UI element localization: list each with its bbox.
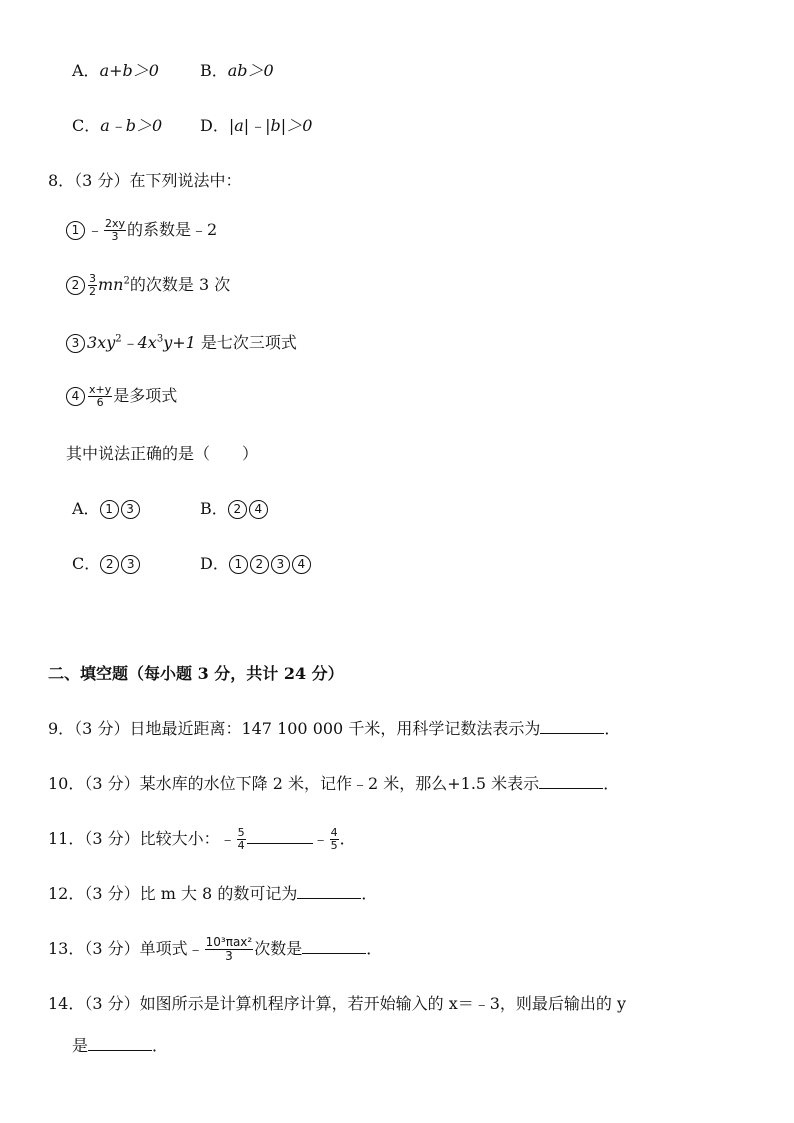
- denominator: 5: [330, 839, 338, 852]
- fraction: [88, 273, 97, 298]
- circled-number: 2: [228, 500, 247, 519]
- term: 3xy: [87, 333, 116, 352]
- denominator: 3: [111, 230, 119, 243]
- fraction: [330, 827, 339, 852]
- q7-option-d: [200, 115, 312, 137]
- fraction: [88, 384, 112, 409]
- q7-option-a: [72, 60, 159, 82]
- question-text: 13．（3 分）单项式﹣: [48, 939, 204, 958]
- q8-option-b: [200, 498, 270, 520]
- period: ．: [152, 1036, 169, 1055]
- minus-sign: ﹣: [87, 220, 104, 239]
- option-text: a﹣b＞0: [100, 116, 163, 135]
- circled-number: 2: [66, 276, 85, 295]
- circled-number: 3: [121, 555, 140, 574]
- minus-sign: ﹣: [312, 829, 329, 848]
- answer-blank: [297, 884, 361, 899]
- circled-number: 1: [229, 555, 248, 574]
- circled-number: 2: [250, 555, 269, 574]
- period: ．: [603, 774, 620, 793]
- q12: [48, 883, 377, 905]
- question-text: 9．（3 分）日地最近距离：147 100 000 千米，用科学记数法表示为: [48, 719, 541, 738]
- answer-blank: [302, 939, 366, 954]
- period: ．: [604, 719, 621, 738]
- option-text: a+b＞0: [99, 61, 159, 80]
- q8-head: 8．（3 分）在下列说法中：: [48, 171, 242, 190]
- numerator: 5: [237, 826, 245, 839]
- section-title: 二、填空题（每小题 3 分，共计 24 分）: [48, 664, 344, 683]
- answer-blank: [539, 774, 603, 789]
- option-letter: A．: [72, 499, 100, 518]
- statement-text: 是多项式: [113, 386, 178, 405]
- circled-number: 1: [66, 221, 85, 240]
- denominator: 6: [96, 396, 104, 409]
- numerator: 2xy: [105, 217, 126, 230]
- statement-text: 的系数是﹣2: [127, 220, 218, 239]
- numerator: 4: [330, 826, 338, 839]
- q7-option-c: [72, 115, 162, 137]
- circled-number: 3: [271, 555, 290, 574]
- q14-line1: 14．（3 分）如图所示是计算机程序计算，若开始输入的 x＝﹣3，则最后输出的 y: [48, 994, 627, 1013]
- circled-number: 4: [292, 555, 311, 574]
- q9: [48, 718, 620, 740]
- q8-question: 其中说法正确的是（ ）: [66, 444, 259, 463]
- option-text: |a|﹣|b|＞0: [228, 116, 313, 135]
- q7-option-b: [200, 60, 274, 82]
- circled-number: 4: [249, 500, 268, 519]
- option-letter: B．: [200, 61, 228, 80]
- option-letter: D．: [200, 554, 229, 573]
- q8-option-c: [72, 553, 142, 575]
- q8-option-a: [72, 498, 142, 520]
- numerator: x+y: [89, 383, 112, 396]
- q8-statement-3: [66, 332, 297, 354]
- option-letter: C．: [72, 116, 101, 135]
- q10: [48, 773, 619, 795]
- denominator: 4: [237, 839, 245, 852]
- question-text: 10．（3 分）某水库的水位下降 2 米，记作﹣2 米，那么+1.5 米表示: [48, 774, 540, 793]
- statement-text: 是七次三项式: [195, 333, 297, 352]
- circled-number: 3: [121, 500, 140, 519]
- question-text: 是: [72, 1036, 89, 1055]
- period: ．: [361, 884, 378, 903]
- answer-blank: [88, 1036, 152, 1051]
- term: ﹣4x: [121, 333, 157, 352]
- fraction: [205, 936, 254, 963]
- exponent: 2: [115, 333, 122, 345]
- circled-number: 2: [100, 555, 119, 574]
- circled-number: 1: [100, 500, 119, 519]
- q8-statement-4: [66, 384, 177, 409]
- fraction: [237, 827, 246, 852]
- exponent: 2: [123, 275, 130, 287]
- period: ．: [339, 829, 356, 848]
- variable: mn: [98, 275, 124, 294]
- fraction: [104, 218, 126, 243]
- option-letter: A．: [72, 61, 100, 80]
- q11: [48, 827, 356, 852]
- question-text: 12．（3 分）比 m 大 8 的数可记为: [48, 884, 298, 903]
- denominator: 3: [225, 949, 233, 963]
- answer-blank: [247, 829, 313, 844]
- option-letter: C．: [72, 554, 101, 573]
- circled-number: 4: [66, 387, 85, 406]
- q14-line2: [72, 1035, 168, 1057]
- term: y+1: [163, 333, 196, 352]
- numerator: 10³πax²: [205, 935, 253, 949]
- circled-number: 3: [66, 334, 85, 353]
- period: ．: [366, 939, 383, 958]
- q8-statement-2: [66, 273, 230, 298]
- option-letter: B．: [200, 499, 228, 518]
- numerator: 3: [89, 272, 96, 285]
- answer-blank: [540, 719, 604, 734]
- q8-statement-1: [66, 218, 217, 243]
- denominator: 2: [89, 285, 96, 298]
- option-text: ab＞0: [227, 61, 274, 80]
- exponent: 3: [156, 333, 164, 345]
- option-letter: D．: [200, 116, 229, 135]
- q13: [48, 936, 382, 963]
- question-text: 次数是: [254, 939, 303, 958]
- q8-option-d: [200, 553, 313, 575]
- statement-text: 的次数是 3 次: [129, 275, 231, 294]
- question-text: 11．（3 分）比较大小：﹣: [48, 829, 236, 848]
